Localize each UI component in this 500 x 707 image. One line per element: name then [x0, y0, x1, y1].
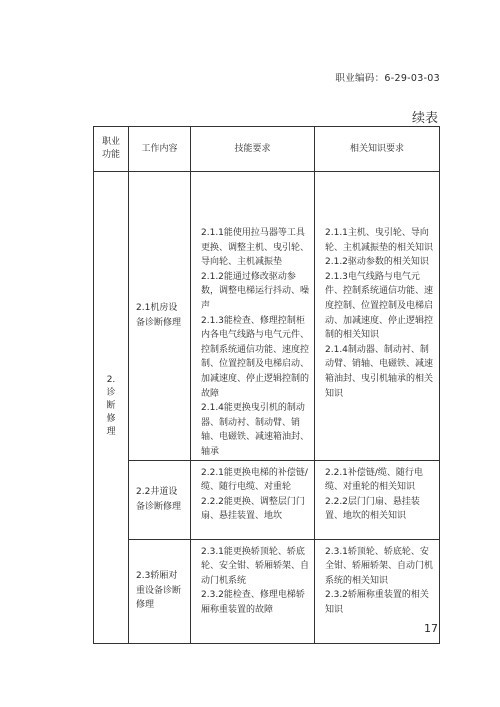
work-content-cell: 2.2井道设备诊断修理: [129, 460, 191, 539]
header-work-content: 工作内容: [129, 127, 191, 172]
knowledge-cell: [315, 460, 440, 539]
function-label: 2.诊断修理: [106, 375, 116, 438]
knowledge-item: 2.2.1补偿链/缆、随行电缆、对重轮的相关知识: [325, 467, 423, 493]
header-skill-requirements: 技能要求: [191, 127, 315, 172]
skill-item: 2.1.1能使用拉马器等工具更换、调整主机、曳引轮、导向轮、主机减振垫: [201, 228, 310, 268]
page-number: 17: [424, 622, 438, 635]
knowledge-item: 2.3.1轿顶轮、轿底轮、安全钳、轿厢轿架、自动门机系统的相关知识: [325, 546, 434, 586]
work-content-cell: 2.3轿厢对重设备诊断修理: [129, 539, 191, 643]
knowledge-cell: [315, 539, 440, 643]
skill-item: 2.2.1能更换电梯的补偿链/缆、随行电缆、对重轮: [201, 467, 308, 493]
knowledge-item: 2.1.2驱动参数的相关知识: [325, 257, 429, 268]
header-knowledge-requirements: 相关知识要求: [315, 127, 440, 172]
table-row: [94, 172, 440, 461]
table-row: [94, 460, 440, 539]
knowledge-item: 2.3.2轿厢称重装置的相关知识: [325, 590, 429, 615]
continued-label: 续表: [411, 111, 438, 126]
table-header-row: [94, 127, 440, 172]
skills-table: [93, 126, 440, 644]
skill-cell: [191, 172, 315, 461]
knowledge-item: 2.1.1主机、曳引轮、导向轮、主机减振垫的相关知识: [325, 228, 434, 253]
knowledge-item: 2.1.4制动器、制动衬、制动臂、销轴、电磁铁、减速箱油封、曳引机轴承的相关知识: [325, 344, 434, 399]
skill-cell: [191, 460, 315, 539]
work-content-cell: 2.1机房设备诊断修理: [129, 172, 191, 461]
header-function: 职业功能: [94, 127, 129, 172]
skill-item: 2.2.2能更换、调整层门门扇、悬挂装置、地坎: [201, 496, 305, 522]
knowledge-cell: [315, 172, 440, 461]
occupation-code: 职业编码：6-29-03-03: [335, 73, 440, 84]
table-row: [94, 539, 440, 643]
skill-item: 2.3.2能检查、修理电梯轿厢称重装置的故障: [201, 590, 305, 615]
knowledge-item: 2.1.3电气线路与电气元件、控制系统通信功能、速度控制、位置控制及电梯启动、加减速度、停止逻辑控制的相关知识: [325, 271, 434, 341]
skill-cell: [191, 539, 315, 643]
function-cell: [94, 172, 129, 644]
skill-item: 2.1.2能通过修改驱动参数，调整电梯运行抖动、噪声: [201, 271, 310, 311]
skill-item: 2.1.4能更换曳引机的制动器、制动衬、制动臂、销轴、电磁铁、减速箱油封、轴承: [201, 403, 310, 457]
skill-item: 2.1.3能检查、修理控制柜内各电气线路与电气元件、控制系统通信功能、速度控制、位置控制及电梯启动、加减速度、停止逻辑控制的故障: [201, 315, 310, 399]
knowledge-item: 2.2.2层门门扇、悬挂装置、地坎的相关知识: [325, 496, 420, 522]
skill-item: 2.3.1能更换轿顶轮、轿底轮、安全钳、轿厢轿架、自动门机系统: [201, 546, 310, 586]
